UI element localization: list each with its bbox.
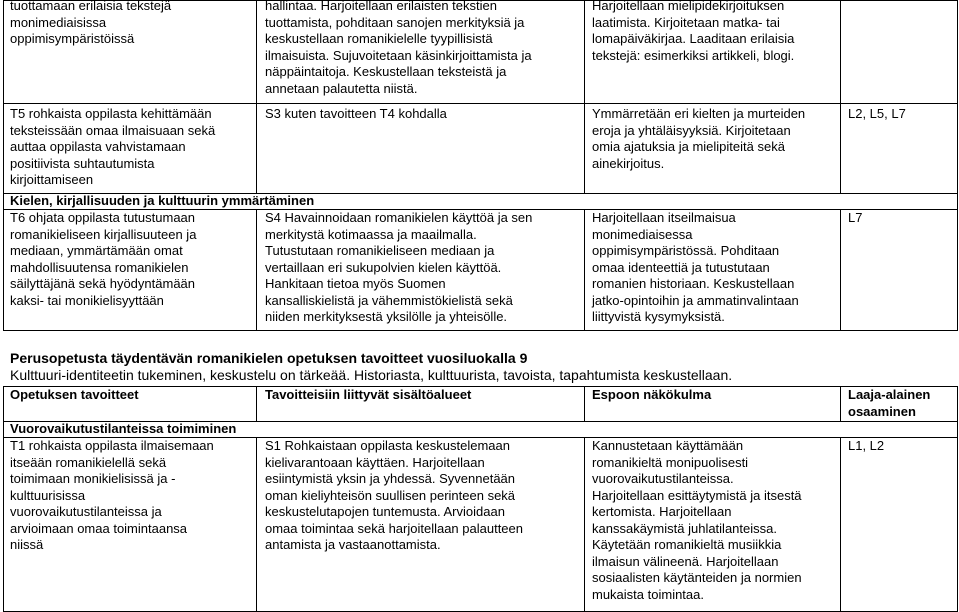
table1-col-border (256, 0, 257, 194)
grade-9-subheading: Kulttuuri-identiteetin tukeminen, keskustelu on tärkeää. Historiasta, kulttuurista, tavoista, tapahtumista keskustellaan. (10, 367, 733, 383)
header-espoo: Espoon näkökulma (592, 387, 712, 402)
espoo-cell: Ymmärretään eri kielten ja murteiden eroja ja yhtäläisyyksiä. Kirjoitetaan omia ajatuksia ja mielipiteitä sekä ainekirjoitus. (592, 106, 806, 171)
goal-cell: T5 rohkaista oppilasta kehittämään teksteissään omaa ilmaisuaan sekä auttaa oppilasta vahvistamaan positiivista suhtautumista kirjoittamiseen (10, 106, 216, 187)
content-cell: S1 Rohkaistaan oppilasta keskustelemaan kielivarantoaan käyttäen. Harjoitellaan esiintymistä yksin ja yhdessä. Syvennetään oman kieliyhteisön suullisen perinteen sekä keskustelutapojen tuntemusta. Arvioidaan omaa toimintaa sekä harjoitellaan palautteen antamista ja vastaanottamista. (265, 438, 524, 552)
table1-col-border (584, 0, 585, 194)
table1-col-border (584, 209, 585, 331)
goal-cell: T1 rohkaista oppilasta ilmaisemaan itseään romanikielellä sekä toimimaan monikielisissä ja - kulttuurisissa vuorovaikutustilanteissa ja arvioimaan omaa toimintaansa niissä (10, 438, 214, 552)
table1-row-divider (3, 103, 958, 104)
table1-col-border (3, 0, 4, 331)
table1-col-border (840, 0, 841, 194)
table1-col-border (957, 0, 958, 331)
espoo-cell: Harjoitellaan mielipidekirjoituksen laatimista. Kirjoitetaan matka- tai lomapäiväkirjaa. Laaditaan erilaisia tekstejä: esimerkiksi artikkeli, blogi. (592, 0, 795, 63)
table2-col-border (256, 437, 257, 612)
header-content: Tavoitteisiin liittyvät sisältöalueet (265, 387, 472, 402)
table2-col-border (840, 437, 841, 612)
section-heading: Kielen, kirjallisuuden ja kulttuurin ymmärtäminen (10, 193, 315, 208)
table1-col-border (256, 209, 257, 331)
content-cell: S3 kuten tavoitteen T4 kohdalla (265, 106, 447, 121)
table2-col-border (840, 386, 841, 422)
grade-9-heading: Perusopetusta täydentävän romanikielen opetuksen tavoitteet vuosiluokalla 9 (10, 350, 528, 366)
goal-cell: T6 ohjata oppilasta tutustumaan romanikieliseen kirjallisuuteen ja mediaan, ymmärtämään omat mahdollisuutensa romanikielen säilyttäjänä sekä hyödyntämään kaksi- tai monikielisyyttään (10, 210, 197, 308)
espoo-cell: Harjoitellaan itseilmaisua monimediaisessa oppimisympäristössä. Pohditaan omaa identeettiä ja tutustutaan romanien historiaan. Keskustellaan jatko-opintoihin ja ammatinvalintaan liittyvistä kysymyksistä. (592, 210, 799, 324)
table1-bottom-border (3, 330, 958, 331)
header-goal: Opetuksen tavoitteet (10, 387, 139, 402)
goal-cell: tuottamaan erilaisia tekstejä monimediaisissa oppimisympäristöissä (10, 0, 172, 46)
section-heading: Vuorovaikutustilanteissa toimiminen (10, 421, 237, 436)
competence-cell: L7 (848, 210, 863, 225)
espoo-cell: Kannustetaan käyttämään romanikieltä monipuolisesti vuorovaikutustilanteissa. Harjoitellaan esittäytymistä ja itsestä kertomista. Harjoitellaan kanssakäymistä juhlatilanteissa. Käytetään romanikieltä musiikkia ilmaisun välineenä. Harjoitellaan sosiaalisten käytänteiden ja normien mukaista toimintaa. (592, 438, 802, 602)
competence-cell: L2, L5, L7 (848, 106, 906, 121)
table1-col-border (840, 209, 841, 331)
content-cell: S4 Havainnoidaan romanikielen käyttöä ja sen merkitystä kotimaassa ja maailmalla. Tutustutaan romanikieliseen mediaan ja vertaillaan eri sukupolvien kielen käyttöä. Hankitaan tietoa myös Suomen kansalliskielistä ja vähemmistökielistä sekä niiden merkityksestä yksilölle ja yhteisölle. (265, 210, 533, 324)
table2-col-border (584, 437, 585, 612)
header-competence: Laaja-alainen osaaminen (848, 387, 931, 419)
content-cell: hallintaa. Harjoitellaan erilaisten tekstien tuottamista, pohditaan sanojen merkityksiä ja keskustellaan romanikielelle tyypillisistä ilmaisuista. Sujuvoitetaan käsinkirjoittamista ja näppäintaitoja. Keskustellaan teksteistä ja annetaan palautetta niistä. (265, 0, 532, 96)
table2-col-border (3, 386, 4, 612)
table2-col-border (957, 386, 958, 612)
table2-col-border (256, 386, 257, 422)
competence-cell: L1, L2 (848, 438, 885, 453)
table2-col-border (584, 386, 585, 422)
